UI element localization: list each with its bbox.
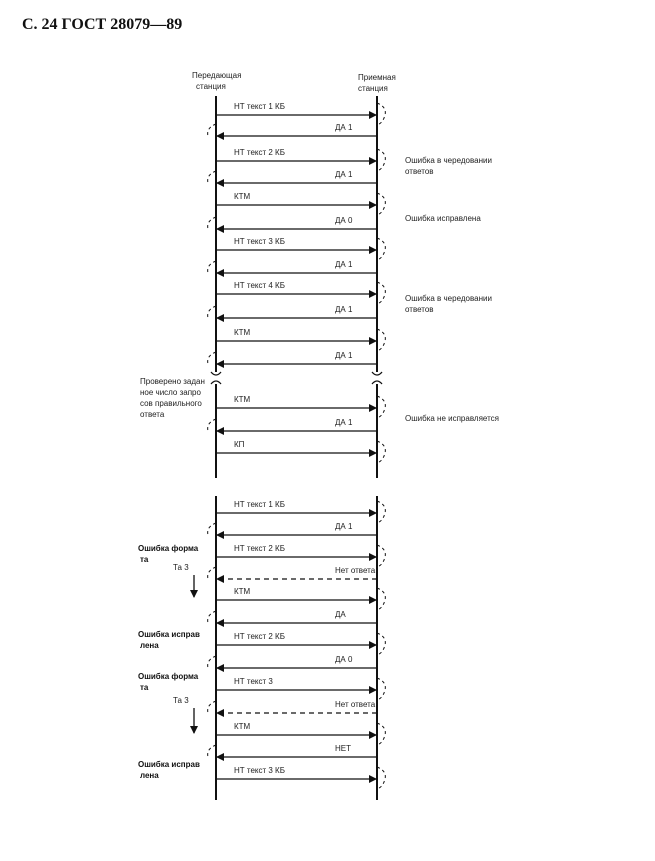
d2-turnaround-curl xyxy=(377,723,385,745)
d2-turnaround-curl xyxy=(208,523,216,535)
d2-message-label: ДА xyxy=(335,610,346,619)
d1-turnaround-curl xyxy=(208,124,216,136)
d1-turnaround-curl xyxy=(377,238,385,260)
d2-message-label: Нет ответа xyxy=(335,700,376,709)
d1-message-label: ДА 1 xyxy=(335,418,353,427)
d2-message-label: ДА 1 xyxy=(335,522,353,531)
d2-turnaround-curl xyxy=(208,567,216,579)
d2-message-label: НТ текст 2 КБ xyxy=(234,632,285,641)
d2-message-label: КТМ xyxy=(234,587,251,596)
note-timeout-1: Та 3 xyxy=(173,563,189,572)
note-checked-requests-2: ное число запро xyxy=(140,388,201,397)
d1-message-label: НТ текст 1 КБ xyxy=(234,102,285,111)
receiver-station-label-2: станция xyxy=(358,84,388,93)
note-checked-requests-1: Проверено задан xyxy=(140,377,205,386)
note-error-corrected-2a: Ошибка исправ xyxy=(138,760,200,769)
d1-turnaround-curl xyxy=(377,149,385,171)
note-alternation-error-2b: ответов xyxy=(405,305,434,314)
d2-turnaround-curl xyxy=(377,633,385,655)
d1-turnaround-curl xyxy=(208,419,216,431)
d1-message-label: КТМ xyxy=(234,395,251,404)
note-error-corrected-1a: Ошибка исправ xyxy=(138,630,200,639)
d2-message-label: НТ текст 3 КБ xyxy=(234,766,285,775)
d2-turnaround-curl xyxy=(208,656,216,668)
d2-turnaround-curl xyxy=(377,678,385,700)
d2-message-label: КТМ xyxy=(234,722,251,731)
timeline-break-1 xyxy=(211,372,382,384)
d1-message-label: НТ текст 4 КБ xyxy=(234,281,285,290)
d1-turnaround-curl xyxy=(377,282,385,304)
d1-turnaround-curl xyxy=(377,193,385,215)
d2-turnaround-curl xyxy=(377,588,385,610)
note-alternation-error-1a: Ошибка в чередовании xyxy=(405,156,492,165)
d1-message-label: КТМ xyxy=(234,328,251,337)
d1-message-label: ДА 1 xyxy=(335,260,353,269)
note-alternation-error-2a: Ошибка в чередовании xyxy=(405,294,492,303)
d1-message-label: КП xyxy=(234,440,245,449)
d2-message-label: НТ текст 2 КБ xyxy=(234,544,285,553)
d1-message-label: ДА 1 xyxy=(335,123,353,132)
d1-turnaround-curl xyxy=(377,441,385,463)
d1-turnaround-curl xyxy=(208,352,216,364)
note-error-not-corrected: Ошибка не исправляется xyxy=(405,414,499,423)
d2-turnaround-curl xyxy=(208,611,216,623)
d2-turnaround-curl xyxy=(377,767,385,789)
note-checked-requests-4: ответа xyxy=(140,410,165,419)
d1-turnaround-curl xyxy=(208,171,216,183)
receiver-station-label-1: Приемная xyxy=(358,73,396,82)
d2-turnaround-curl xyxy=(208,701,216,713)
d2-turnaround-curl xyxy=(208,745,216,757)
note-error-corrected-2b: лена xyxy=(140,771,159,780)
d2-turnaround-curl xyxy=(377,545,385,567)
note-alternation-error-1b: ответов xyxy=(405,167,434,176)
d1-turnaround-curl xyxy=(208,217,216,229)
note-format-error-1a: Ошибка форма xyxy=(138,544,199,553)
note-checked-requests-3: сов правильного xyxy=(140,399,202,408)
note-format-error-2a: Ошибка форма xyxy=(138,672,199,681)
d1-message-label: НТ текст 3 КБ xyxy=(234,237,285,246)
note-format-error-1b: та xyxy=(140,555,149,564)
d1-message-label: ДА 1 xyxy=(335,305,353,314)
d1-turnaround-curl xyxy=(208,306,216,318)
note-format-error-2b: та xyxy=(140,683,149,692)
page-header: С. 24 ГОСТ 28079—89 xyxy=(22,16,183,33)
d2-message-label: НЕТ xyxy=(335,744,351,753)
sender-station-label-2: станция xyxy=(196,82,226,91)
d2-turnaround-curl xyxy=(377,501,385,523)
d2-message-label: НТ текст 1 КБ xyxy=(234,500,285,509)
d2-message-label: НТ текст 3 xyxy=(234,677,273,686)
d1-message-label: КТМ xyxy=(234,192,251,201)
d1-turnaround-curl xyxy=(377,103,385,125)
d1-turnaround-curl xyxy=(377,396,385,418)
d1-turnaround-curl xyxy=(377,329,385,351)
d1-message-label: ДА 0 xyxy=(335,216,353,225)
note-error-corrected: Ошибка исправлена xyxy=(405,214,481,223)
d2-message-label: Нет ответа xyxy=(335,566,376,575)
d2-message-label: ДА 0 xyxy=(335,655,353,664)
note-error-corrected-1b: лена xyxy=(140,641,159,650)
d1-message-label: ДА 1 xyxy=(335,351,353,360)
d1-message-label: ДА 1 xyxy=(335,170,353,179)
sender-station-label-1: Передающая xyxy=(192,71,242,80)
note-timeout-2: Та 3 xyxy=(173,696,189,705)
d1-message-label: НТ текст 2 КБ xyxy=(234,148,285,157)
d1-turnaround-curl xyxy=(208,261,216,273)
